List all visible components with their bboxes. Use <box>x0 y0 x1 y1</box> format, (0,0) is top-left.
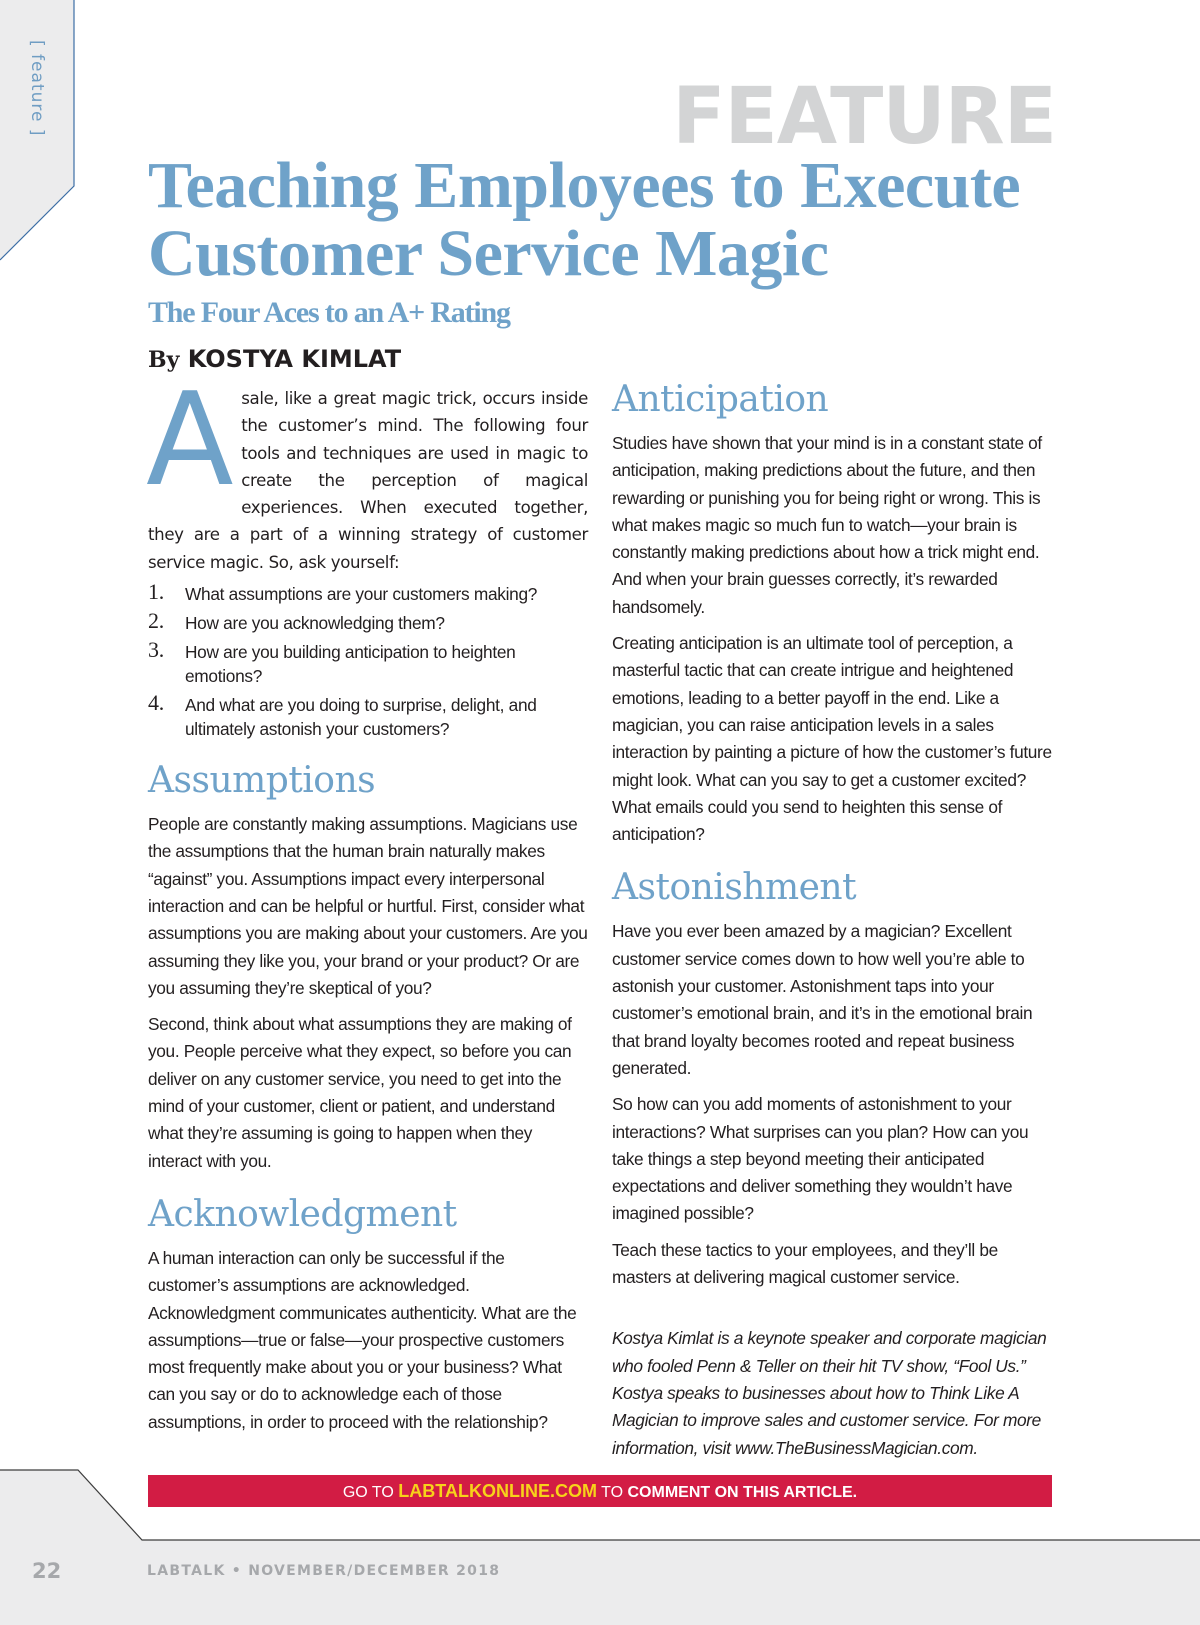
article-title: Teaching Employees to Execute Customer Service Magic <box>148 149 1021 290</box>
cta-to: TO <box>601 1484 624 1501</box>
cta-link[interactable]: LABTALKONLINE.COM <box>398 1481 597 1501</box>
feature-label: FEATURE <box>672 72 1056 162</box>
body-paragraph: Studies have shown that your mind is in a constant state of anticipation, making predictions about the future, and then rewarding or punishing you for being right or wrong. This is what makes magic so much fun to watch—your brain is constantly making predictions about how a trick might end. And when your brain guesses correctly, it’s rewarded handsomely. <box>612 433 1042 617</box>
cta-prefix: GO TO <box>342 1484 394 1501</box>
body-paragraph: So how can you add moments of astonishment to your interactions? What surprises can you plan? How can you take things a step beyond meeting their anticipated expectations and deliver something they wouldn’t have imagined possible? <box>612 1094 1029 1224</box>
body-paragraph: People are constantly making assumptions. Magicians use the assumptions that the human brain naturally makes “against” you. Assumptions impact every interpersonal interaction and can be helpful or hurtful. First, consider what assumptions you are making about your customers. Are you assuming they like you, your brand or your product? Or are you assuming they’re skeptical of you? <box>148 814 588 998</box>
list-item <box>148 608 588 635</box>
question-list <box>148 579 588 741</box>
list-number: 1. <box>148 579 164 605</box>
list-item-text: What assumptions are your customers making? <box>185 584 538 605</box>
intro-paragraph <box>146 366 588 576</box>
list-item <box>148 637 588 688</box>
body-paragraph: Have you ever been amazed by a magician? Excellent customer service comes down to how well you’re able to astonish your customer. Astonishment taps into your customer’s emotional brain, and it’s in the emotional brain that brand loyalty becomes rooted and repeat business generated. <box>612 921 1033 1078</box>
body-paragraph: Teach these tactics to your employees, and they’ll be masters at delivering magical customer service. <box>612 1239 998 1288</box>
body-paragraph: Second, think about what assumptions they are making of you. People perceive what they expect, so before you can deliver on any customer service, you need to get into the mind of your customer, client or patient, and understand what they’re assuming is going to happen when they interact with you. <box>148 1014 572 1171</box>
body-paragraph: A human interaction can only be successful if the customer’s assumptions are acknowledged. Acknowledgment communicates authenticity. What are the assumptions—true or false—your prospective customers most frequently make about you or your business? What can you say or do to acknowledge each of those assumptions, in order to proceed with the relationship? <box>148 1247 577 1432</box>
intro-text: sale, like a great magic trick, occurs inside the customer’s mind. The following four tools and techniques are used in magic to create the perception of magical experiences. When executed together, they are a part of a winning strategy of customer service magic. So, ask yourself: <box>148 389 588 572</box>
list-number: 2. <box>148 608 164 634</box>
section-heading-assumptions: Assumptions <box>148 760 376 802</box>
section-heading-anticipation: Anticipation <box>612 379 829 420</box>
section-tab-label: [ feature ] <box>27 40 47 137</box>
comment-cta-bar <box>148 1475 1052 1507</box>
drop-cap: A <box>146 366 234 515</box>
article-subtitle: The Four Aces to an A+ Rating <box>148 296 510 329</box>
list-item-text: How are you building anticipation to heighten emotions? <box>185 642 516 687</box>
list-number: 4. <box>148 690 164 716</box>
author-bio: Kostya Kimlat is a keynote speaker and corporate magician who fooled Penn & Teller on their hit TV show, “Fool Us.” Kostya speaks to businesses about how to Think Like A Magician to improve sales and customer service. For more information, visit www.TheBusinessMagician.com. <box>612 1328 1047 1458</box>
list-item-text: And what are you doing to surprise, delight, and ultimately astonish your customers? <box>185 695 537 740</box>
page-number: 22 <box>32 1559 62 1583</box>
body-paragraph: Creating anticipation is an ultimate tool of perception, a masterful tactic that can create intrigue and heightened emotions, leading to a better payoff in the end. Like a magician, you can raise anticipation levels in a sales interaction by painting a picture of how the customer’s future might look. What can you say to get a customer excited? What emails could you send to heighten this sense of anticipation? <box>612 633 1052 845</box>
section-heading-acknowledgment: Acknowledgment <box>148 1193 457 1235</box>
cta-suffix: COMMENT ON THIS ARTICLE. <box>627 1484 858 1501</box>
right-column <box>612 378 1060 1471</box>
list-item-text: How are you acknowledging them? <box>185 613 445 634</box>
byline-by: By <box>148 347 180 373</box>
left-column <box>146 366 588 1445</box>
list-number: 3. <box>148 637 164 663</box>
publication-footer: LABTALK • NOVEMBER/DECEMBER 2018 <box>147 1563 501 1579</box>
list-item <box>148 579 588 606</box>
list-item <box>148 690 588 741</box>
byline-author: KOSTYA KIMLAT <box>187 345 402 373</box>
section-heading-astonishment: Astonishment <box>612 867 857 909</box>
